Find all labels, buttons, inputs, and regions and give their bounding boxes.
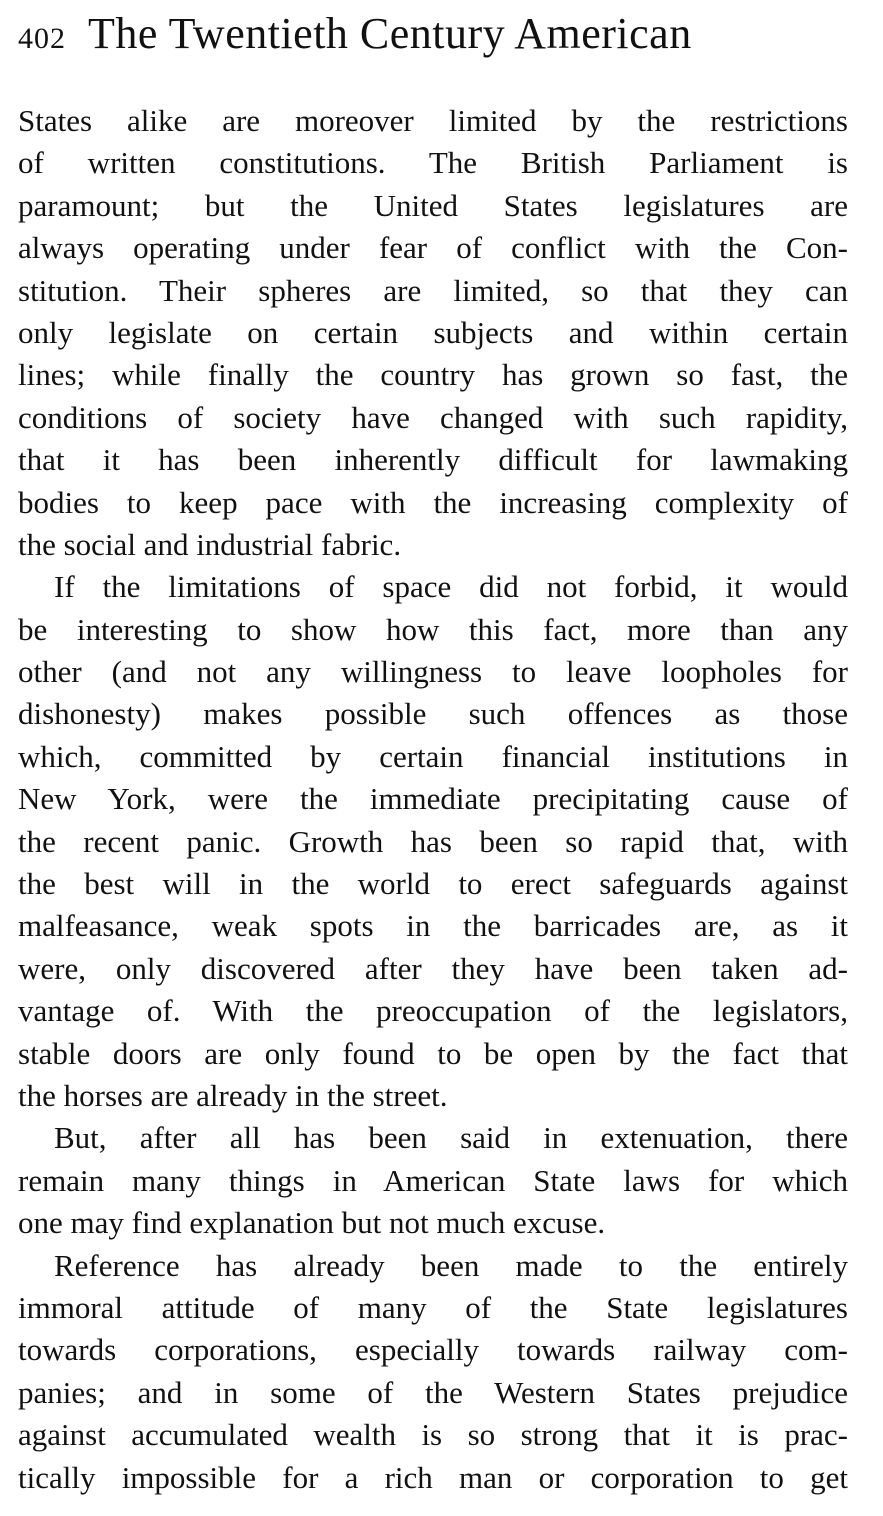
text-line: lines; while finally the country has grown so fast, the [18,357,848,393]
text-line: tically impossible for a rich man or corporation to get [18,1459,848,1495]
text-line: immoral attitude of many of the State legislatures [18,1289,848,1325]
text-line: panies; and in some of the Western States prejudice [18,1374,848,1410]
text-line: States alike are moreover limited by the restrictions [18,103,848,138]
text-line: the recent panic. Growth has been so rapid that, with [18,823,848,859]
body-text [18,100,848,1499]
text-line: But, after all has been said in extenuation, there [54,1120,848,1156]
text-line: the horses are already in the street. [18,1077,448,1113]
text-line: Reference has already been made to the entirely [54,1247,848,1283]
text-line: be interesting to show how this fact, more than any [18,611,848,647]
text-line: New York, were the immediate precipitating cause of [18,781,848,817]
text-line: dishonesty) makes possible such offences as those [18,696,848,732]
text-line: If the limitations of space did not forbid, it would [54,569,848,605]
text-line: remain many things in American State laws for which [18,1162,848,1198]
page-number: 402 [18,22,66,55]
text-line: against accumulated wealth is so strong that it is prac- [18,1417,848,1453]
text-line: vantage of. With the preoccupation of the legislators, [18,993,848,1029]
text-line: of written constitutions. The British Parliament is [18,145,848,181]
text-line: the social and industrial fabric. [18,526,402,562]
text-line: conditions of society have changed with such rapidity, [18,399,848,435]
page-header [18,8,858,68]
text-line: malfeasance, weak spots in the barricades are, as it [18,908,848,944]
text-line: stitution. Their spheres are limited, so that they can [18,272,848,308]
text-line: other (and not any willingness to leave loopholes for [18,654,848,690]
text-line: were, only discovered after they have been taken ad- [18,950,848,986]
text-line: one may find explanation but not much excuse. [18,1205,606,1241]
text-line: only legislate on certain subjects and within certain [18,314,848,350]
text-line: that it has been inherently difficult for lawmaking [18,442,848,478]
text-line: stable doors are only found to be open by the fact that [18,1035,848,1071]
running-title: The Twentieth Century American [88,9,692,58]
text-line: paramount; but the United States legislatures are [18,187,848,223]
text-line: which, committed by certain financial institutions in [18,738,848,774]
text-line: bodies to keep pace with the increasing complexity of [18,484,848,520]
text-line: towards corporations, especially towards railway com- [18,1332,848,1368]
text-line: the best will in the world to erect safeguards against [18,866,848,902]
text-line: always operating under fear of conflict with the Con- [18,230,848,266]
